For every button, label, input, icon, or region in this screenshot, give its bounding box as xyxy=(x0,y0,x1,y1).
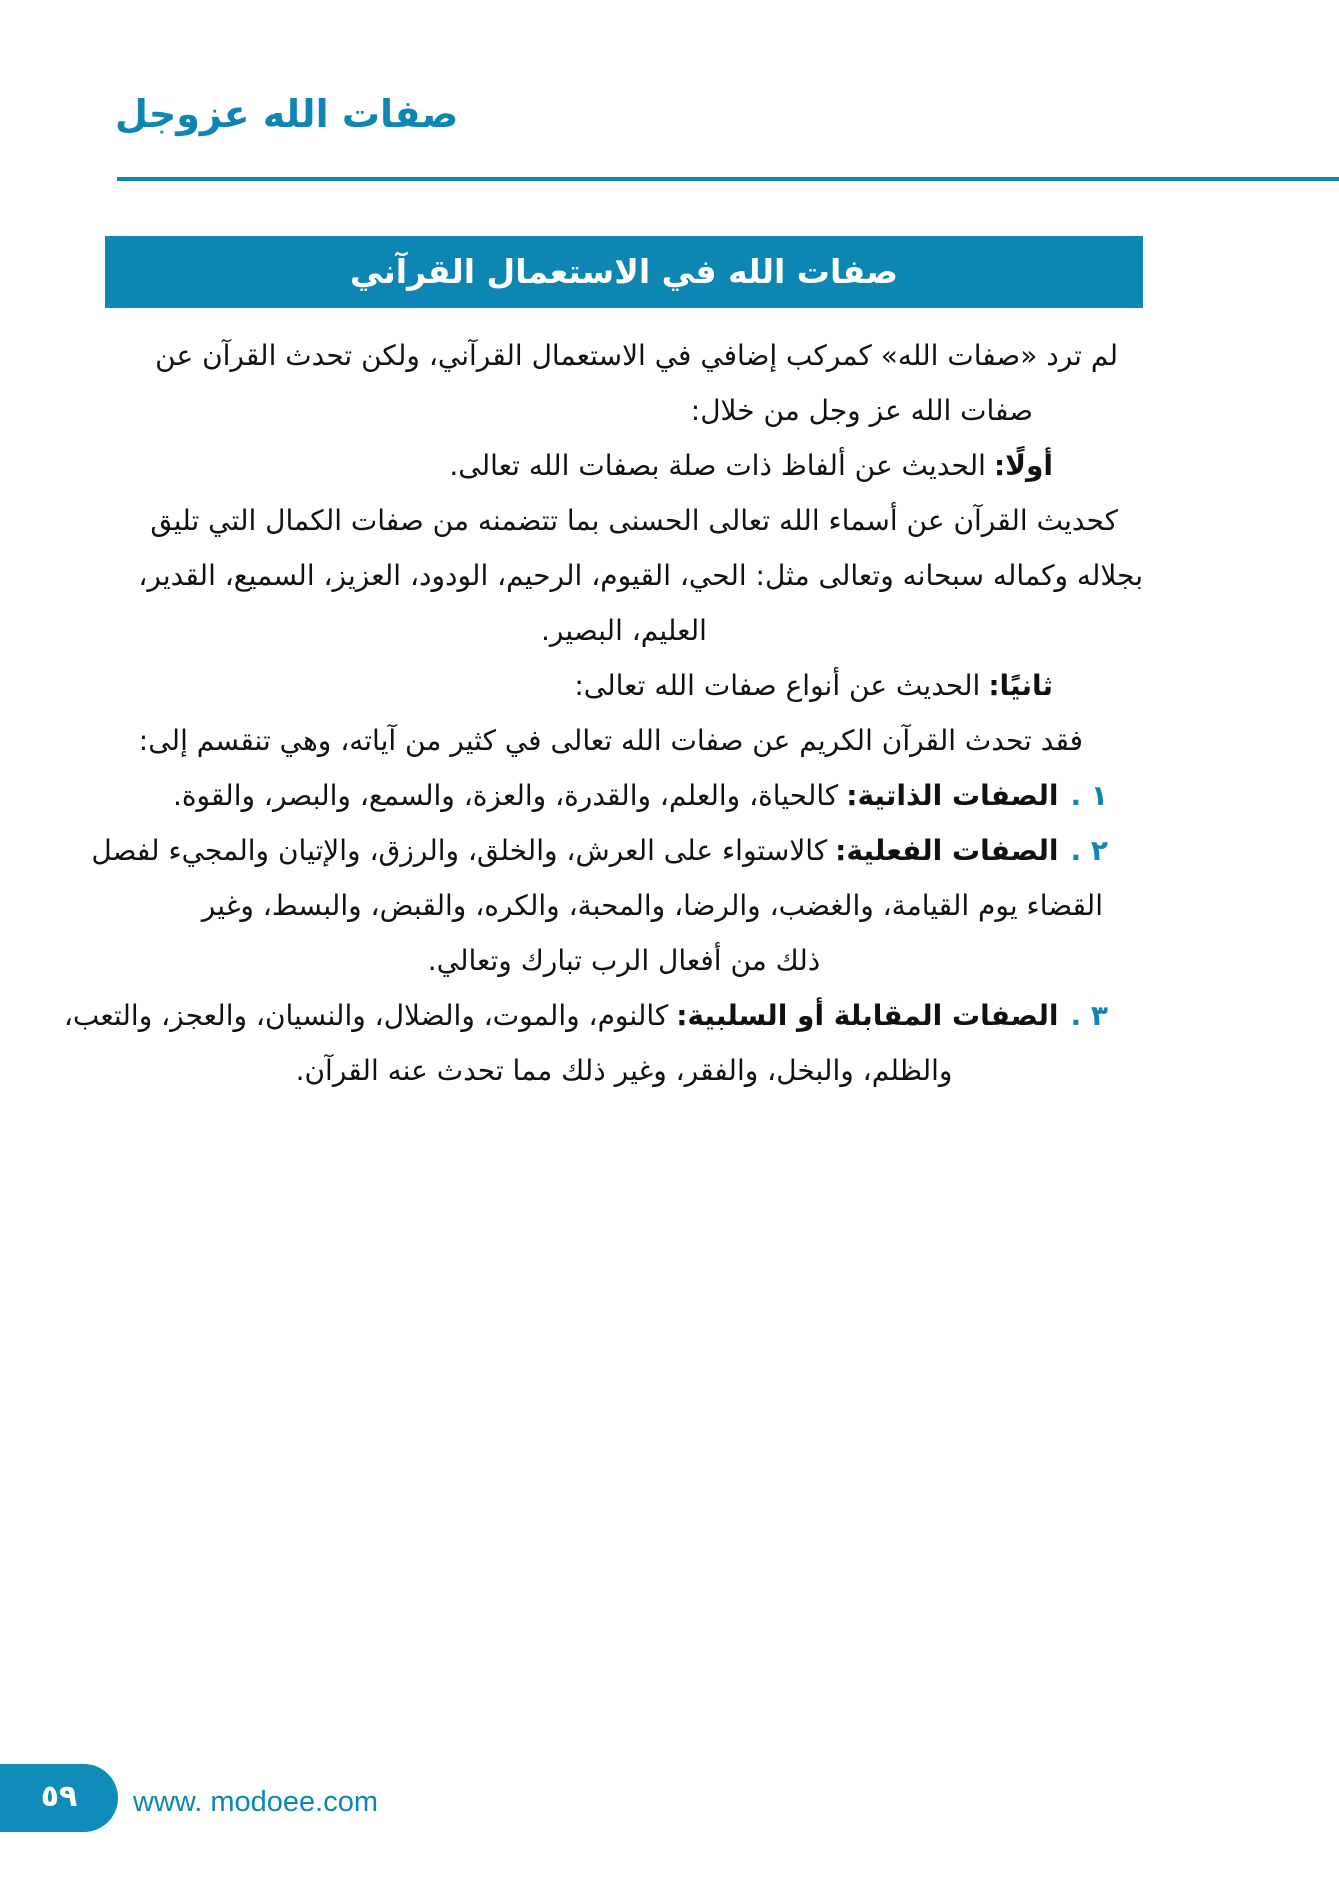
list-item-3-number: ٣ . xyxy=(1070,999,1108,1032)
paragraph1-line2: صفات الله عز وجل من خلال: xyxy=(690,394,1033,427)
chapter-header-calligraphy: صفات الله عزوجل xyxy=(115,92,459,136)
list-item-2-text1: كالاستواء على العرش، والخلق، والرزق، والإتيان والمجيء لفصل xyxy=(91,834,828,867)
second-point-label: ثانيًا: xyxy=(988,669,1053,702)
list-item-2-line3: ذلك من أفعال الرب تبارك وتعالي. xyxy=(427,944,821,977)
first-point-label: أولًا: xyxy=(993,449,1053,482)
paragraph2-line1: كحديث القرآن عن أسماء الله تعالى الحسنى بما تتضمنه من صفات الكمال التي تليق xyxy=(150,504,1118,537)
list-item-3-text1: كالنوم، والموت، والضلال، والنسيان، والعجز، والتعب، xyxy=(63,999,669,1032)
list-item-2-line1 xyxy=(91,823,1143,878)
list-item-2-label: الصفات الفعلية: xyxy=(835,834,1059,867)
header-divider xyxy=(117,177,1339,181)
list-item-3-line1 xyxy=(63,988,1143,1043)
section-banner-title: صفات الله في الاستعمال القرآني xyxy=(350,252,898,291)
second-point-line xyxy=(105,658,1143,713)
section-banner xyxy=(105,236,1143,308)
list-item-2-line2: القضاء يوم القيامة، والغضب، والرضا، والمحبة، والكره، والقبض، والبسط، وغير xyxy=(201,889,1103,922)
website-url: www. modoee.com xyxy=(133,1786,378,1818)
list-item-1-number: ١ . xyxy=(1070,779,1108,812)
body-text xyxy=(63,328,1143,1098)
first-point-line xyxy=(105,438,1143,493)
page-number-badge xyxy=(0,1764,118,1832)
second-point-text: الحديث عن أنواع صفات الله تعالى: xyxy=(574,669,981,702)
paragraph3-line: فقد تحدث القرآن الكريم عن صفات الله تعالى في كثير من آياته، وهي تنقسم إلى: xyxy=(138,724,1083,757)
list-item-1-text: كالحياة، والعلم، والقدرة، والعزة، والسمع، والبصر، والقوة. xyxy=(172,779,839,812)
list-item-3-line2: والظلم، والبخل، والفقر، وغير ذلك مما تحدث عنه القرآن. xyxy=(295,1054,953,1087)
page-number: ٥٩ xyxy=(40,1779,78,1814)
list-item-1 xyxy=(105,768,1143,823)
list-item-1-label: الصفات الذاتية: xyxy=(846,779,1059,812)
paragraph2-line3: العليم، البصير. xyxy=(541,614,707,647)
list-item-2-number: ٢ . xyxy=(1070,834,1108,867)
paragraph2-line2: بجلاله وكماله سبحانه وتعالى مثل: الحي، القيوم، الرحيم، الودود، العزيز، السميع، القدير، xyxy=(138,559,1143,592)
list-item-3-label: الصفات المقابلة أو السلبية: xyxy=(676,999,1059,1032)
first-point-text: الحديث عن ألفاظ ذات صلة بصفات الله تعالى. xyxy=(449,449,986,482)
paragraph1-line1: لم ترد «صفات الله» كمركب إضافي في الاستعمال القرآني، ولكن تحدث القرآن عن xyxy=(155,339,1118,372)
